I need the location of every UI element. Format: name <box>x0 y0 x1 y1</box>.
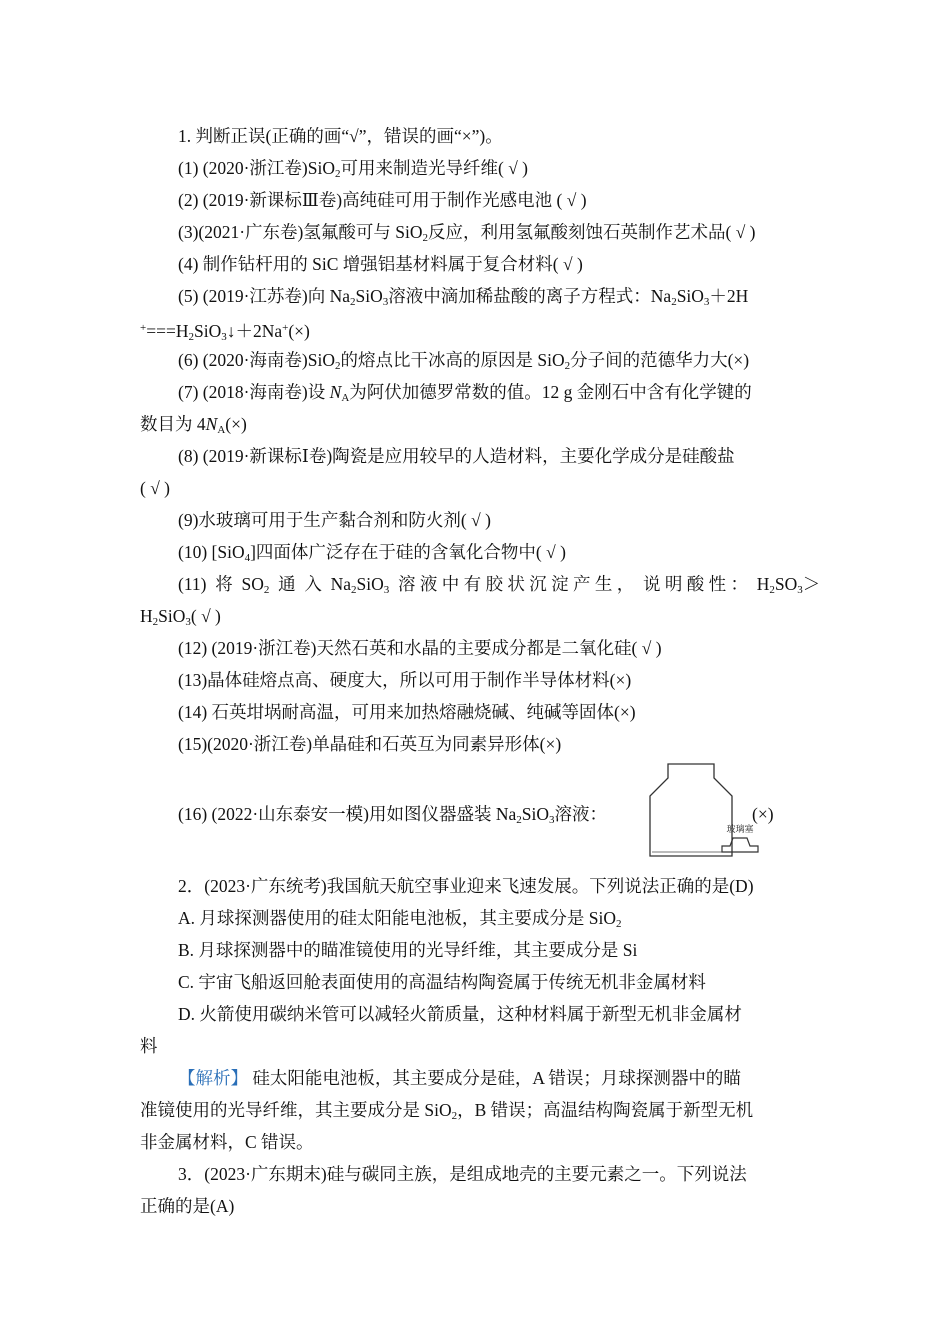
q1-item-5-cont: $^+===H_2SiO_3↓+2Na^+(\times)$ <box>140 321 310 343</box>
q1-item-5: (5) (2019·江苏卷)向 $Na_2SiO_3$溶液中滴加稀盐酸的离子方程式：$Na_2SiO_3+2H$ <box>178 286 749 308</box>
q1-item-12: (12) (2019·浙江卷)天然石英和水晶的主要成分都是二氧化硅( √ ) <box>178 638 662 658</box>
q1-item-9: (9)水玻璃可用于生产黏合剂和防火剂( √ ) <box>178 510 491 530</box>
q1-item-13: (13)晶体硅熔点高、硬度大，所以可用于制作半导体材料(×) <box>178 670 632 690</box>
reagent-bottle-figure <box>646 760 786 860</box>
q3-stem-cont: 正确的是(A) <box>140 1196 235 1216</box>
q1-item-1: (1) (2020·浙江卷)SiO$_2$可用来制造光导纤维( √ ) <box>178 158 529 180</box>
q1-item-2: (2) (2019·新课标Ⅲ卷)高纯硅可用于制作光感电池 ( √ ) <box>178 190 587 210</box>
q2-analysis-line-3: 非金属材料，C 错误。 <box>140 1132 314 1152</box>
q1-item-16: (16) (2022·山东泰安一模)用如图仪器盛装 $Na_2SiO_3$溶液： <box>178 804 608 826</box>
q1-intro: 1. 判断正误(正确的画“√”，错误的画“×”)。 <box>178 126 503 146</box>
q1-item-14: (14) 石英坩埚耐高温，可用来加热熔融烧碱、纯碱等固体(×) <box>178 702 636 722</box>
q3-stem: 3．(2023·广东期末)硅与碳同主族，是组成地壳的主要元素之一。下列说法 <box>178 1164 747 1184</box>
bottle-outline <box>650 764 732 856</box>
q1-item-11: (11) 将 $SO_2$ 通 入 $Na_2SiO_3$ 溶 液 中 有 胶 状 沉 淀 产 生 ， 说 明 酸 性 ： $H_2SO_3>$ <box>178 574 821 596</box>
analysis-tag: 【解析】 <box>178 1068 248 1088</box>
q2-analysis: 【解析】 硅太阳能电池板，其主要成分是硅，A 错误；月球探测器中的瞄 <box>178 1068 741 1088</box>
q1-item-15: (15)(2020·浙江卷)单晶硅和石英互为同素异形体(×) <box>178 734 562 754</box>
q1-item-8-cont: ( √ ) <box>140 478 171 498</box>
q1-item-16-mark: (×) <box>752 804 774 824</box>
q2-option-d-cont: 料 <box>140 1036 158 1056</box>
glass-stopper-icon <box>722 838 758 852</box>
q1-item-3: (3)(2021·广东卷)氢氟酸可与 SiO$_2$反应，利用氢氟酸刻蚀石英制作艺术品( √ ) <box>178 222 756 244</box>
glass-stopper-label: 玻璃塞 <box>726 825 754 835</box>
q2-analysis-line-2: 准镜使用的光导纤维，其主要成分是 SiO$_2$，B 错误；高温结构陶瓷属于新型无机 <box>140 1100 754 1122</box>
q2-option-c: C. 宇宙飞船返回舱表面使用的高温结构陶瓷属于传统无机非金属材料 <box>178 972 706 992</box>
q1-item-10: (10) [SiO$_4$]四面体广泛存在于硅的含氧化合物中( √ ) <box>178 542 566 564</box>
q1-item-8: (8) (2019·新课标Ⅰ卷)陶瓷是应用较早的人造材料，主要化学成分是硅酸盐 <box>178 446 735 466</box>
q2-stem: 2．(2023·广东统考)我国航天航空事业迎来飞速发展。下列说法正确的是(D) <box>178 876 754 896</box>
q1-item-6: (6) (2020·海南卷)SiO$_2$的熔点比干冰高的原因是 SiO$_2$分子间的范德华力大(×) <box>178 350 750 372</box>
q1-item-7: (7) (2018·海南卷)设 $N_A$为阿伏加德罗常数的值。12 g 金刚石中含有化学键的 <box>178 382 752 404</box>
q2-option-b: B. 月球探测器中的瞄准镜使用的光导纤维，其主要成分是 Si <box>178 940 638 960</box>
q1-item-4: (4) 制作钻杆用的 SiC 增强铝基材料属于复合材料( √ ) <box>178 254 583 274</box>
q2-option-d: D. 火箭使用碳纳米管可以减轻火箭质量，这种材料属于新型无机非金属材 <box>178 1004 742 1024</box>
q1-item-7-cont: 数目为 $4N_A(\times)$ <box>140 414 247 436</box>
q2-option-a: A. 月球探测器使用的硅太阳能电池板，其主要成分是 SiO$_2$ <box>178 908 622 930</box>
q1-item-11-cont: $H_2SiO_3$( √ ) <box>140 606 221 628</box>
